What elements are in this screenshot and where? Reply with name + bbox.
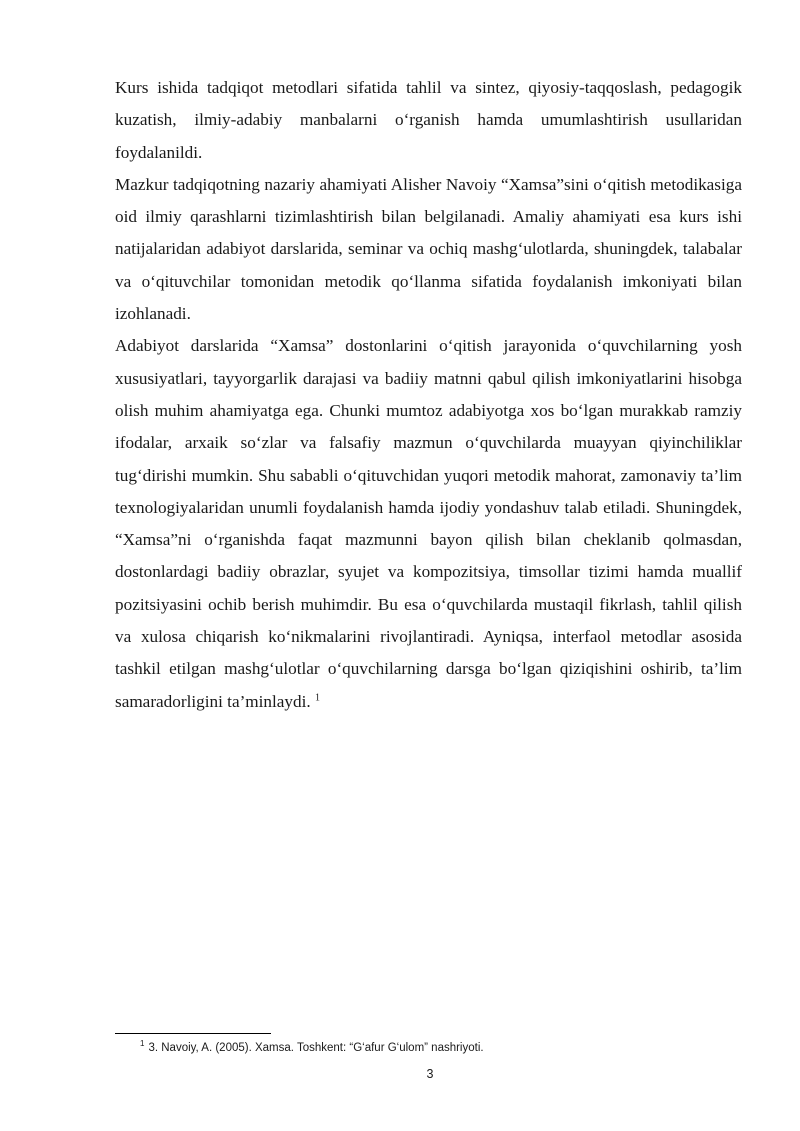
paragraph-teaching-xamsa	[115, 330, 742, 718]
footnote-number: 1	[140, 1039, 145, 1049]
footnote-text: 3. Navoiy, A. (2005). Xamsa. Toshkent: “G‘afur G‘ulom” nashriyoti.	[148, 1042, 484, 1054]
page-number	[0, 1066, 800, 1082]
page-number-text: 3	[426, 1067, 434, 1081]
footnote-separator	[115, 1033, 271, 1034]
footnote	[140, 1040, 484, 1056]
paragraph-methods: Kurs ishida tadqiqot metodlari sifatida tahlil va sintez, qiyosiy-taqqoslash, pedagogik kuzatish, ilmiy-adabiy manbalarni o‘rganish hamda umumlashtirish usullaridan foydalanildi.	[115, 78, 742, 162]
paragraph-teaching-xamsa-text: Adabiyot darslarida “Xamsa” dostonlarini o‘qitish jarayonida o‘quvchilarning yosh xususiyatlari, tayyorgarlik darajasi va badiiy matnni qabul qilish imkoniyatlarini hisobga olish muhim ahamiyatga ega. Chunki mumtoz adabiyotga xos bo‘lgan murakkab ramziy ifodalar, arxaik so‘zlar va falsafiy mazmun o‘quvchilarda muayyan qiyinchiliklar tug‘dirishi mumkin. Shu sababli o‘qituvchidan yuqori metodik mahorat, zamonaviy ta’lim texnologiyalaridan unumli foydalanish hamda ijodiy yondashuv talab etiladi. Shuningdek, “Xamsa”ni o‘rganishda faqat mazmunni bayon qilish bilan cheklanib qolmasdan, dostonlardagi badiiy obrazlar, syujet va kompozitsiya, timsollar tizimi hamda muallif pozitsiyasini ochib berish muhimdir. Bu esa o‘quvchilarda mustaqil fikrlash, tahlil qilish va xulosa chiqarish ko‘nikmalarini rivojlantiradi. Ayniqsa, interfaol metodlar asosida tashkil etilgan mashg‘ulotlar o‘quvchilarning darsga bo‘lgan qiziqishini oshirib, ta’lim samaradorligini ta’minlaydi.	[115, 336, 742, 711]
body-text	[115, 72, 742, 718]
footnote-reference[interactable]: 1	[315, 691, 320, 703]
paragraph-significance: Mazkur tadqiqotning nazariy ahamiyati Alisher Navoiy “Xamsa”sini o‘qitish metodikasiga oid ilmiy qarashlarni tizimlashtirish bilan belgilanadi. Amaliy ahamiyati esa kurs ishi natijalaridan adabiyot darslarida, seminar va ochiq mashg‘ulotlarda, shuningdek, talabalar va o‘qituvchilar tomonidan metodik qo‘llanma sifatida foydalanish imkoniyati bilan izohlanadi.	[115, 174, 742, 324]
